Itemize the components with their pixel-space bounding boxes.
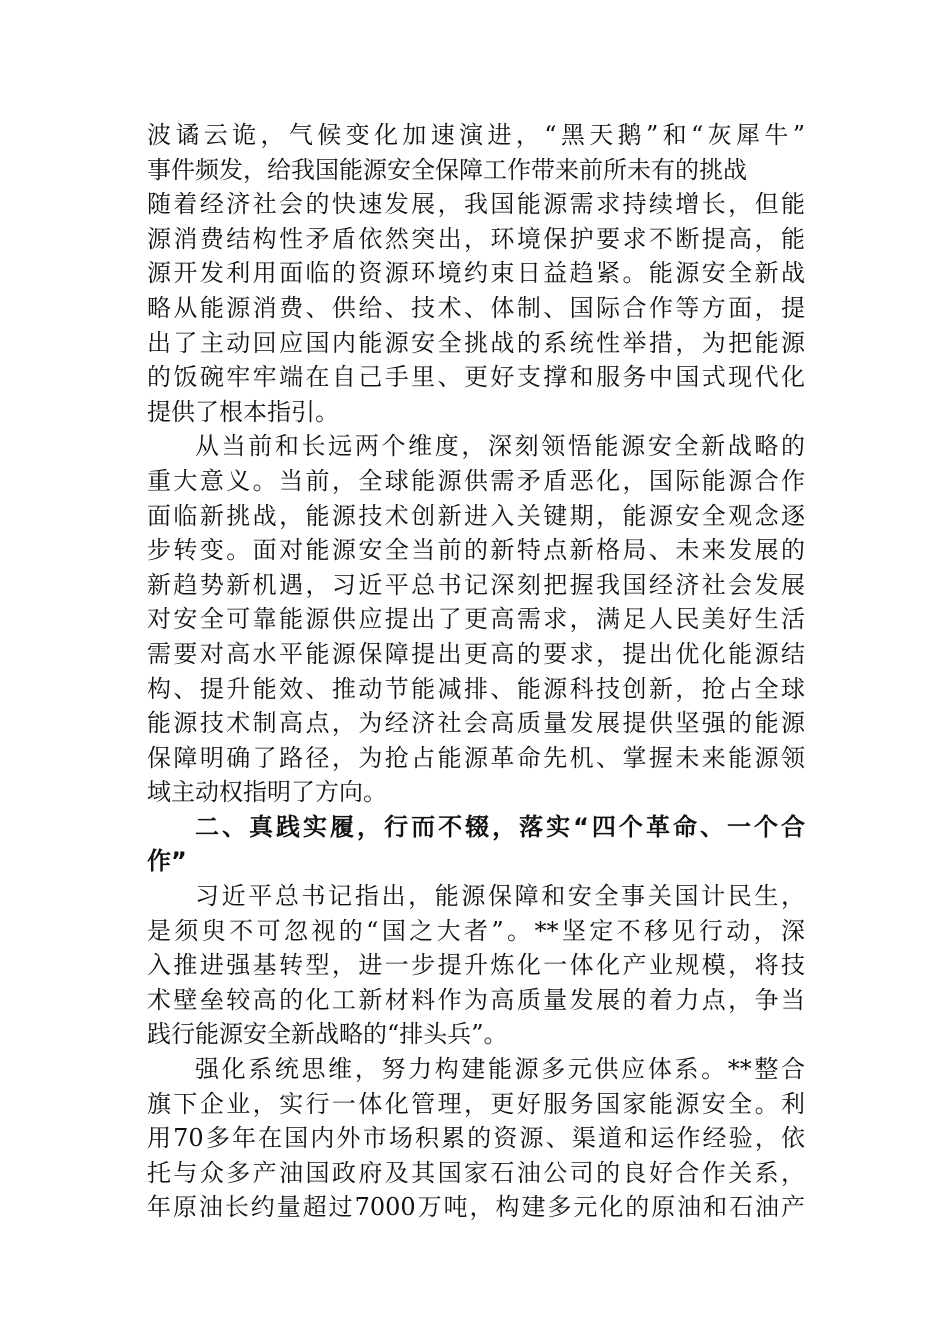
- text-line: 保障明确了路径，为抢占能源革命先机、掌握未来能源领: [147, 743, 805, 772]
- text-line: 域主动权指明了方向。: [147, 778, 387, 807]
- paragraph-energy-security: [147, 879, 805, 1052]
- heading-line: 作”: [147, 847, 187, 876]
- text-line: 新趋势新机遇，习近平总书记深刻把握我国经济社会发展: [147, 570, 805, 599]
- text-line: 构、提升能效、推动节能减排、能源科技创新，抢占全球: [147, 674, 805, 703]
- text-line: 托与众多产油国政府及其国家石油公司的良好合作关系，: [147, 1158, 805, 1187]
- paragraph-global-context: [147, 118, 805, 429]
- text-line: 随着经济社会的快速发展，我国能源需求持续增长，但能: [147, 190, 805, 219]
- text-line: 入推进强基转型，进一步提升炼化一体化产业规模，将技: [147, 951, 805, 980]
- text-line: 源开发利用面临的资源环境约束日益趋紧。能源安全新战: [147, 259, 805, 288]
- text-line: 旗下企业，实行一体化管理，更好服务国家能源安全。利: [147, 1089, 805, 1118]
- text-line: 源消费结构性矛盾依然突出，环境保护要求不断提高，能: [147, 224, 805, 253]
- text-line: 习近平总书记指出，能源保障和安全事关国计民生，: [195, 882, 805, 911]
- text-line: 用70多年在国内外市场积累的资源、渠道和运作经验，依: [147, 1124, 805, 1153]
- text-line: 波谲云诡，气候变化加速演进，“黑天鹅”和“灰犀牛”: [147, 121, 805, 149]
- section-heading: [147, 810, 805, 879]
- text-line: 能源技术制高点，为经济社会高质量发展提供坚强的能源: [147, 709, 805, 738]
- document-body: [147, 118, 805, 1225]
- paragraph-supply-system: [147, 1052, 805, 1225]
- text-line: 是须臾不可忽视的“国之大者”。**坚定不移见行动，深: [147, 916, 805, 945]
- text-line: 提供了根本指引。: [147, 397, 339, 426]
- text-line: 步转变。面对能源安全当前的新特点新格局、未来发展的: [147, 536, 805, 565]
- text-line: 出了主动回应国内能源安全挑战的系统性举措，为把能源: [147, 328, 805, 357]
- text-line: 年原油长约量超过7000万吨，构建多元化的原油和石油产: [147, 1193, 805, 1222]
- text-line: 事件频发，给我国能源安全保障工作带来前所未有的挑战: [147, 155, 747, 184]
- text-line: 重大意义。当前，全球能源供需矛盾恶化，国际能源合作: [147, 466, 805, 495]
- text-line: 践行能源安全新战略的“排头兵”。: [147, 1020, 508, 1049]
- heading-line: 二、真践实履，行而不辍，落实“四个革命、一个合: [195, 812, 805, 841]
- text-line: 术壁垒较高的化工新材料作为高质量发展的着力点，争当: [147, 985, 805, 1014]
- text-line: 的饭碗牢牢端在自己手里、更好支撑和服务中国式现代化: [147, 363, 805, 392]
- paragraph-significance: [147, 429, 805, 810]
- text-line: 需要对高水平能源保障提出更高的要求，提出优化能源结: [147, 639, 805, 668]
- text-line: 强化系统思维，努力构建能源多元供应体系。**整合: [195, 1055, 805, 1084]
- text-line: 从当前和长远两个维度，深刻领悟能源安全新战略的: [195, 432, 805, 461]
- text-line: 对安全可靠能源供应提出了更高需求，满足人民美好生活: [147, 605, 805, 634]
- text-line: 面临新挑战，能源技术创新进入关键期，能源安全观念逐: [147, 501, 805, 530]
- text-line: 略从能源消费、供给、技术、体制、国际合作等方面，提: [147, 293, 805, 322]
